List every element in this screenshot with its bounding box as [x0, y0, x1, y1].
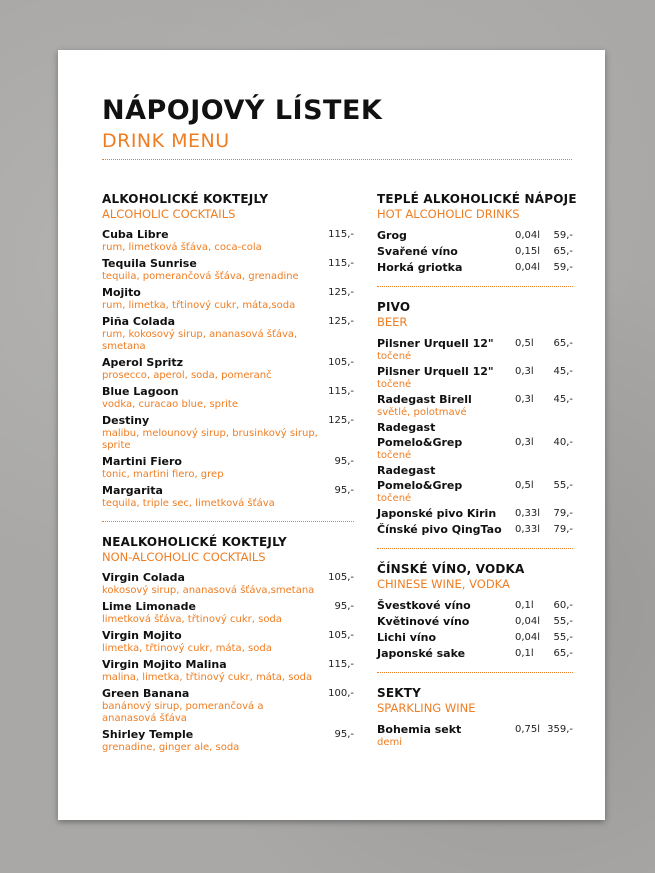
menu-sheet — [58, 50, 605, 820]
section-divider — [377, 286, 573, 287]
item-name: Blue Lagoon — [102, 385, 179, 398]
item-name: Radegast Pomelo&Grep — [377, 421, 463, 449]
item-price: 45,- — [553, 394, 573, 405]
item-price: 95,- — [334, 456, 354, 467]
item-description: kokosový sirup, ananasová šťáva,smetana — [102, 585, 315, 596]
item-price: 95,- — [334, 485, 354, 496]
item-description: vodka, curacao blue, sprite — [102, 399, 238, 410]
item-price: 115,- — [328, 659, 354, 670]
menu-section — [377, 300, 573, 537]
item-name: Tequila Sunrise — [102, 257, 197, 270]
item-price: 55,- — [553, 480, 573, 491]
item-price: 40,- — [553, 437, 573, 448]
menu-item — [377, 630, 573, 645]
menu-item — [102, 257, 354, 283]
item-price: 105,- — [328, 572, 354, 583]
section-heading: PIVO — [377, 300, 411, 314]
item-name: Martini Fiero — [102, 455, 182, 468]
item-name: Virgin Colada — [102, 571, 185, 584]
menu-item — [377, 646, 573, 661]
item-description: banánový sirup, pomerančová a ananasová šťáva — [102, 701, 264, 724]
item-volume: 0,5l — [515, 338, 534, 349]
item-name: Svařené víno — [377, 245, 458, 258]
item-price: 60,- — [553, 600, 573, 611]
item-description: točené — [377, 351, 412, 362]
item-name: Květinové víno — [377, 615, 470, 628]
item-price: 55,- — [553, 616, 573, 627]
item-price: 125,- — [328, 415, 354, 426]
item-price: 100,- — [328, 688, 354, 699]
item-description: točené — [377, 379, 412, 390]
item-price: 79,- — [553, 524, 573, 535]
item-price: 95,- — [334, 601, 354, 612]
item-volume: 0,1l — [515, 600, 534, 611]
item-name: Virgin Mojito Malina — [102, 658, 227, 671]
item-price: 45,- — [553, 366, 573, 377]
menu-item — [102, 687, 354, 725]
item-volume: 0,1l — [515, 648, 534, 659]
menu-item — [377, 506, 573, 521]
section-subheading: NON-ALCOHOLIC COCKTAILS — [102, 550, 266, 564]
item-name: Švestkové víno — [377, 599, 471, 612]
menu-item — [377, 392, 573, 419]
section-divider — [377, 548, 573, 549]
item-price: 65,- — [553, 648, 573, 659]
menu-item — [377, 598, 573, 613]
section-subheading: CHINESE WINE, VODKA — [377, 577, 510, 591]
item-description: rum, limetková šťáva, coca-cola — [102, 242, 262, 253]
menu-item — [377, 244, 573, 259]
item-description: tonic, martini fiero, grep — [102, 469, 224, 480]
item-description: tequila, triple sec, limetková šťáva — [102, 498, 275, 509]
item-name: Japonské sake — [377, 647, 466, 660]
menu-item — [377, 722, 573, 749]
item-name: Shirley Temple — [102, 728, 194, 741]
section-heading: ČÍNSKÉ VÍNO, VODKA — [377, 562, 525, 576]
item-description: točené — [377, 450, 412, 461]
section-subheading: ALCOHOLIC COCKTAILS — [102, 207, 236, 221]
item-volume: 0,04l — [515, 632, 541, 643]
item-description: světlé, polotmavé — [377, 407, 467, 418]
menu-item — [102, 228, 354, 254]
item-name: Radegast Pomelo&Grep — [377, 464, 463, 492]
menu-item — [102, 600, 354, 626]
item-name: Japonské pivo Kirin — [377, 507, 497, 520]
item-volume: 0,3l — [515, 394, 534, 405]
item-name: Bohemia sekt — [377, 723, 462, 736]
item-price: 65,- — [553, 338, 573, 349]
item-name: Horká griotka — [377, 261, 463, 274]
item-description: točené — [377, 493, 412, 504]
item-name: Pilsner Urquell 12" — [377, 337, 494, 350]
item-volume: 0,04l — [515, 262, 541, 273]
menu-section — [377, 562, 573, 661]
menu-item — [102, 728, 354, 754]
right-column — [377, 192, 577, 750]
item-description: prosecco, aperol, soda, pomeranč — [102, 370, 272, 381]
item-volume: 0,33l — [515, 508, 541, 519]
item-price: 359,- — [547, 724, 573, 735]
menu-item — [102, 356, 354, 382]
menu-item — [102, 414, 354, 452]
item-description: tequila, pomerančová šťáva, grenadine — [102, 271, 299, 282]
item-volume: 0,04l — [515, 616, 541, 627]
menu-item — [377, 463, 573, 505]
item-price: 59,- — [553, 230, 573, 241]
menu-item — [102, 484, 354, 510]
item-name: Green Banana — [102, 687, 190, 700]
item-description: rum, kokosový sirup, ananasová šťáva, smetana — [102, 329, 298, 352]
item-name: Pilsner Urquell 12" — [377, 365, 494, 378]
item-description: rum, limetka, třtinový cukr, máta,soda — [102, 300, 296, 311]
item-description: limetka, třtinový cukr, máta, soda — [102, 643, 272, 654]
item-name: Margarita — [102, 484, 163, 497]
item-price: 105,- — [328, 357, 354, 368]
section-divider — [102, 521, 354, 522]
section-heading: ALKOHOLICKÉ KOKTEJLY — [102, 192, 269, 206]
item-description: grenadine, ginger ale, soda — [102, 742, 240, 753]
item-price: 115,- — [328, 386, 354, 397]
menu-item — [377, 260, 573, 275]
section-divider — [377, 672, 573, 673]
item-price: 95,- — [334, 729, 354, 740]
left-column — [102, 192, 354, 757]
menu-section — [102, 535, 354, 754]
menu-item — [102, 571, 354, 597]
menu-item — [377, 364, 573, 391]
menu-section — [102, 192, 354, 510]
item-name: Destiny — [102, 414, 150, 427]
item-price: 59,- — [553, 262, 573, 273]
item-price: 105,- — [328, 630, 354, 641]
menu-item — [102, 658, 354, 684]
menu-section — [377, 686, 573, 749]
item-name: Aperol Spritz — [102, 356, 184, 369]
menu-section — [377, 192, 577, 275]
item-volume: 0,3l — [515, 437, 534, 448]
item-price: 115,- — [328, 258, 354, 269]
menu-item — [102, 315, 354, 353]
item-name: Grog — [377, 229, 407, 242]
section-subheading: HOT ALCOHOLIC DRINKS — [377, 207, 520, 221]
title-divider — [102, 159, 572, 160]
item-volume: 0,15l — [515, 246, 541, 257]
item-name: Piña Colada — [102, 315, 176, 328]
section-heading: TEPLÉ ALKOHOLICKÉ NÁPOJE — [377, 192, 577, 206]
menu-item — [377, 336, 573, 363]
item-volume: 0,04l — [515, 230, 541, 241]
menu-item — [102, 629, 354, 655]
menu-item — [377, 614, 573, 629]
item-name: Čínské pivo QingTao — [377, 523, 502, 536]
item-price: 55,- — [553, 632, 573, 643]
item-description: malina, limetka, třtinový cukr, máta, soda — [102, 672, 313, 683]
menu-item — [102, 286, 354, 312]
item-price: 115,- — [328, 229, 354, 240]
menu-item — [102, 385, 354, 411]
menu-item — [377, 228, 573, 243]
section-subheading: SPARKLING WINE — [377, 701, 476, 715]
menu-item — [377, 420, 573, 462]
item-price: 79,- — [553, 508, 573, 519]
section-subheading: BEER — [377, 315, 408, 329]
item-description: limetková šťáva, třtinový cukr, soda — [102, 614, 282, 625]
item-price: 125,- — [328, 316, 354, 327]
item-name: Mojito — [102, 286, 141, 299]
section-heading: NEALKOHOLICKÉ KOKTEJLY — [102, 535, 287, 549]
page-title: NÁPOJOVÝ LÍSTEK — [102, 95, 383, 126]
item-description: malibu, melounový sirup, brusinkový sirup, sprite — [102, 428, 318, 451]
item-name: Virgin Mojito — [102, 629, 182, 642]
item-price: 125,- — [328, 287, 354, 298]
item-volume: 0,75l — [515, 724, 541, 735]
item-name: Radegast Birell — [377, 393, 472, 406]
item-volume: 0,33l — [515, 524, 541, 535]
item-volume: 0,5l — [515, 480, 534, 491]
item-volume: 0,3l — [515, 366, 534, 377]
item-name: Cuba Libre — [102, 228, 169, 241]
item-price: 65,- — [553, 246, 573, 257]
page-subtitle: DRINK MENU — [102, 130, 230, 152]
item-name: Lichi víno — [377, 631, 437, 644]
menu-item — [102, 455, 354, 481]
menu-item — [377, 522, 573, 537]
item-name: Lime Limonade — [102, 600, 196, 613]
item-description: demi — [377, 737, 403, 748]
section-heading: SEKTY — [377, 686, 422, 700]
